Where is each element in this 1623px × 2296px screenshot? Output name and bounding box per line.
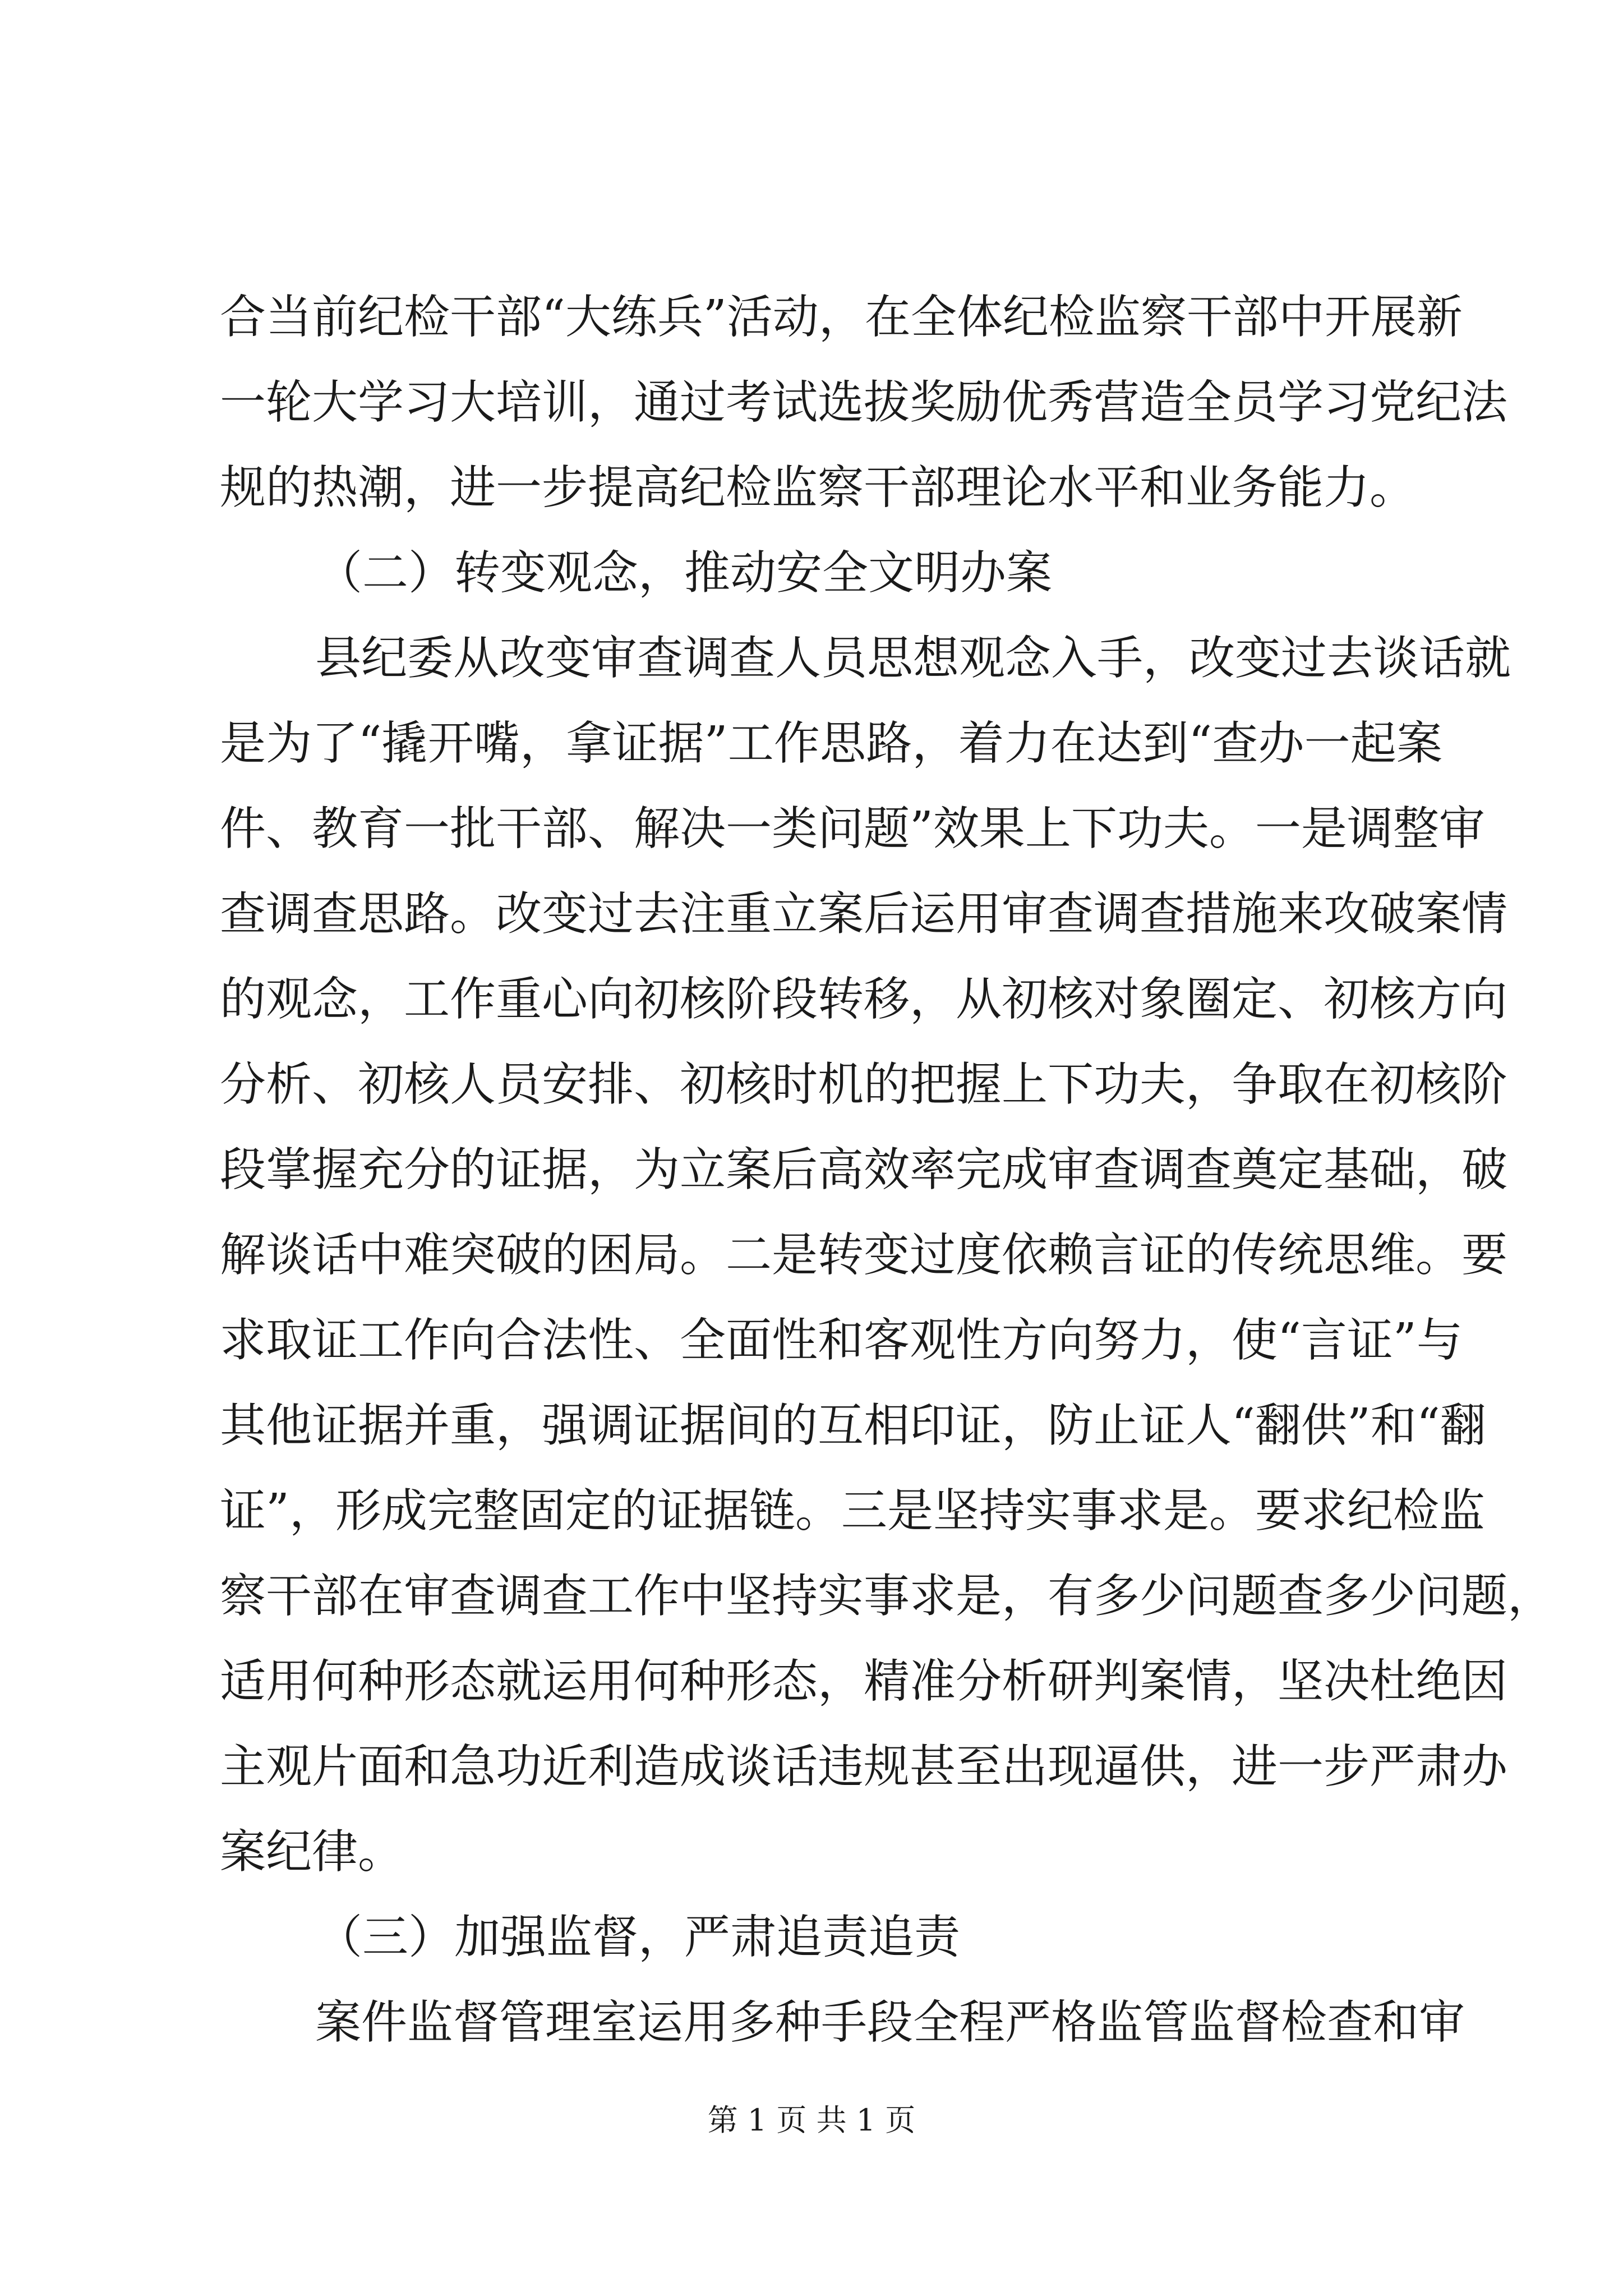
text-line: 察干部在审查调查工作中坚持实事求是，有多少问题查多少问题， (220, 1570, 1554, 1623)
text-line: 证”，形成完整固定的证据链。三是坚持实事求是。要求纪检监 (220, 1484, 1485, 1538)
text-line: 案件监督管理室运用多种手段全程严格监管监督检查和审 (315, 1996, 1465, 2049)
text-line: 分析、初核人员安排、初核时机的把握上下功夫，争取在初核阶 (220, 1058, 1508, 1111)
section-heading: （二）转变观念，推动安全文明办案 (316, 546, 1053, 600)
text-line: 一轮大学习大培训，通过考试选拔奖励优秀营造全员学习党纪法 (220, 376, 1508, 429)
text-line: 解谈话中难突破的困局。二是转变过度依赖言证的传统思维。要 (220, 1228, 1508, 1282)
page-number-footer: 第 1 页 共 1 页 (707, 2102, 916, 2138)
text-line: 合当前纪检干部“大练兵”活动，在全体纪检监察干部中开展新 (220, 291, 1463, 344)
text-line: 案纪律。 (220, 1825, 404, 1879)
text-line: 县纪委从改变审查调查人员思想观念入手，改变过去谈话就 (315, 632, 1511, 685)
text-line: 求取证工作向合法性、全面性和客观性方向努力，使“言证”与 (220, 1314, 1463, 1367)
body-text (220, 275, 1554, 2065)
text-line: 是为了“撬开嘴，拿证据”工作思路，着力在达到“查办一起案 (220, 717, 1442, 770)
section-heading: （三）加强监督，严肃追责追责 (316, 1911, 961, 1964)
text-line: 的观念，工作重心向初核阶段转移，从初核对象圈定、初核方向 (220, 973, 1508, 1026)
text-line: 件、教育一批干部、解决一类问题”效果上下功夫。一是调整审 (220, 802, 1485, 855)
text-line: 主观片面和急功近利造成谈话违规甚至出现逼供，进一步严肃办 (220, 1740, 1508, 1793)
text-line: 其他证据并重，强调证据间的互相印证，防止证人“翻供”和“翻 (220, 1399, 1486, 1452)
text-line: 段掌握充分的证据，为立案后高效率完成审查调查奠定基础，破 (220, 1143, 1508, 1197)
text-line: 适用何种形态就运用何种形态，精准分析研判案情，坚决杜绝因 (220, 1655, 1508, 1708)
text-line: 规的热潮，进一步提高纪检监察干部理论水平和业务能力。 (220, 461, 1416, 514)
text-line: 查调查思路。改变过去注重立案后运用审查调查措施来攻破案情 (220, 887, 1508, 941)
